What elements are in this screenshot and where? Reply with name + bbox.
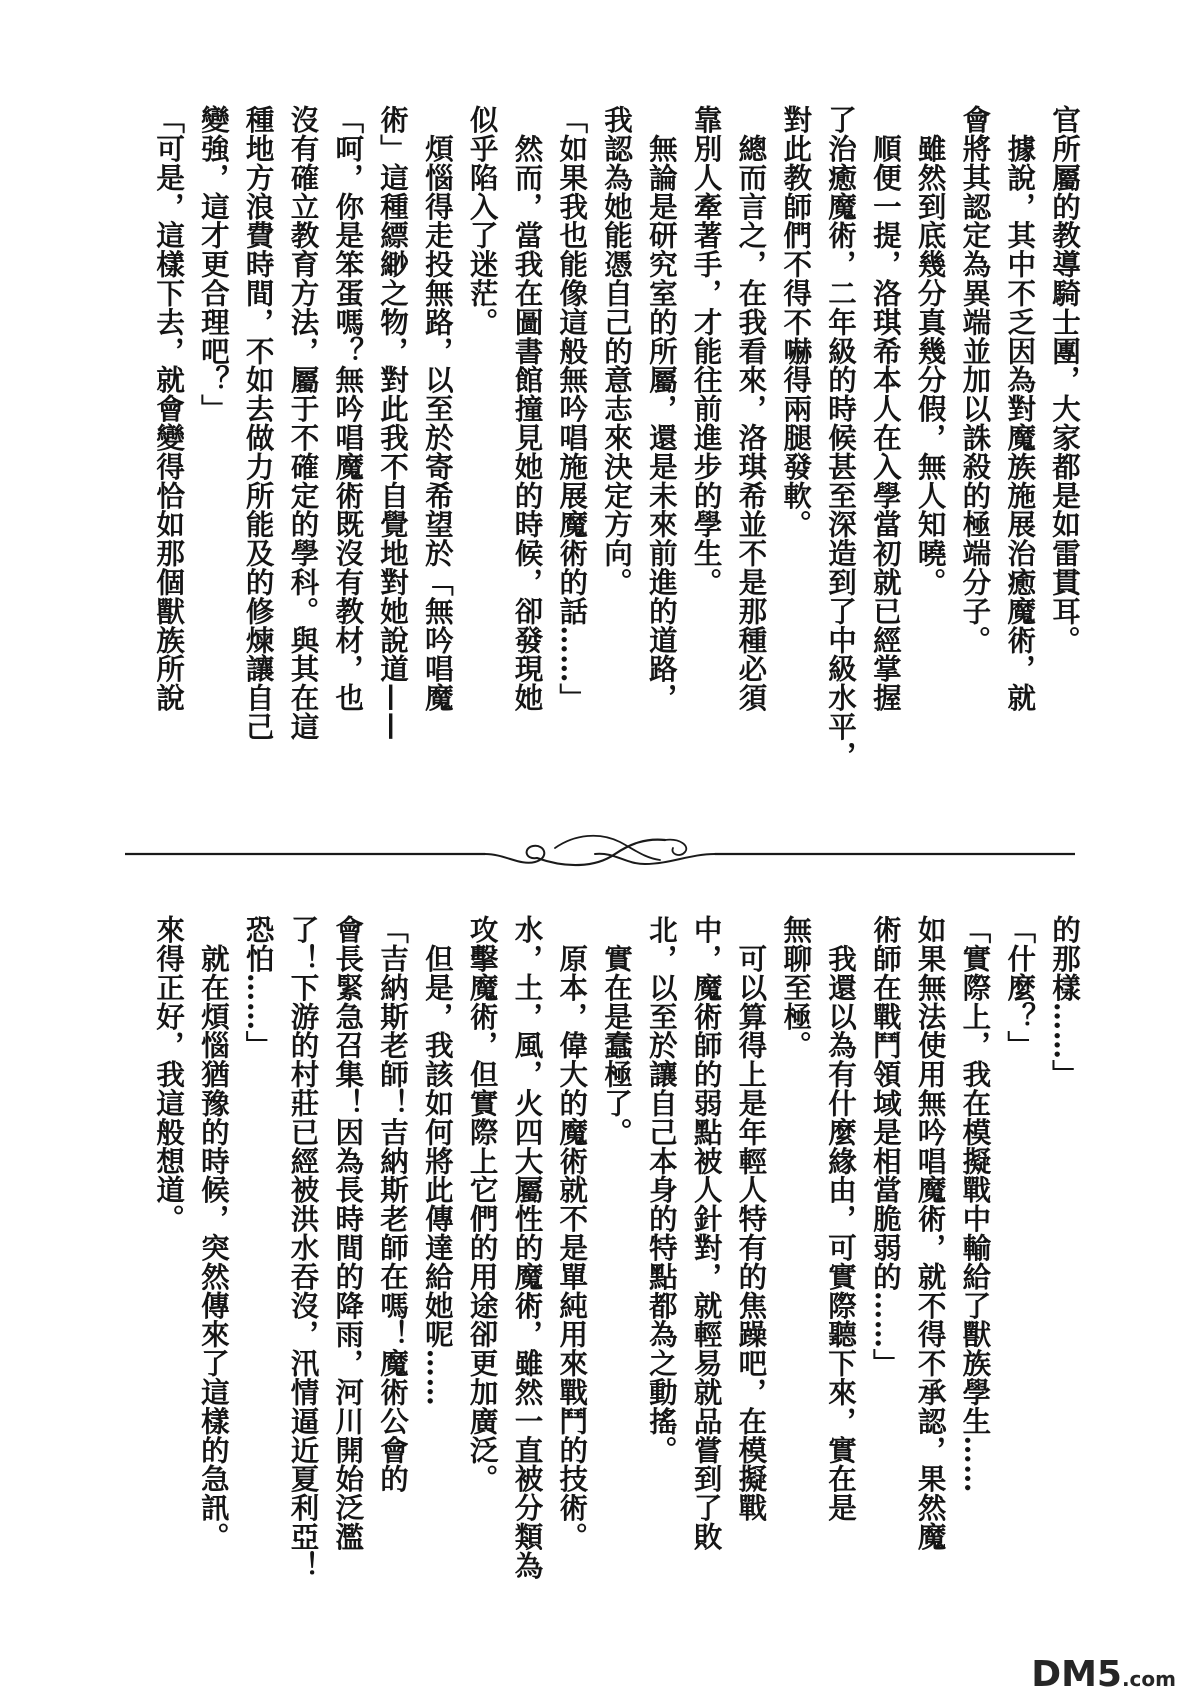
text-line: 如果無法使用無吟唱魔術，就不得不承認，果然魔 bbox=[913, 915, 948, 1551]
text-line: 了治癒魔術，二年級的時候甚至深造到了中級水平， bbox=[824, 105, 859, 770]
text-line: 無聊至極。 bbox=[779, 915, 814, 1060]
text-line: 煩惱得走投無路，以至於寄希望於「無吟唱魔 bbox=[420, 105, 455, 712]
text-line: 沒有確立教育方法，屬于不確定的學科。與其在這 bbox=[286, 105, 321, 741]
bottom-text-block bbox=[87, 915, 1087, 1580]
text-line: 似乎陷入了迷茫。 bbox=[465, 105, 500, 337]
text-line: 北，以至於讓自己本身的特點都為之動搖。 bbox=[644, 915, 679, 1465]
text-line: 了！下游的村莊已經被洪水吞沒，汛情逼近夏利亞！ bbox=[286, 915, 321, 1580]
text-line: 「實際上，我在模擬戰中輸給了獸族學生…… bbox=[958, 915, 993, 1493]
text-line: 就在煩惱猶豫的時候，突然傳來了這樣的急訊。 bbox=[196, 915, 231, 1551]
text-line: 「吉納斯老師！吉納斯老師在嗎！魔術公會的 bbox=[376, 915, 411, 1493]
text-line: 然而，當我在圖書館撞見她的時候，卻發現她 bbox=[510, 105, 545, 712]
top-text-block bbox=[87, 105, 1087, 815]
text-line: 術」這種縹緲之物，對此我不自覺地對她說道—— bbox=[376, 105, 411, 741]
text-line: 但是，我該如何將此傳達給她呢…… bbox=[420, 915, 455, 1407]
text-line: 「如果我也能像這般無吟唱施展魔術的話……」 bbox=[555, 105, 590, 712]
text-line: 原本，偉大的魔術就不是單純用來戰鬥的技術。 bbox=[555, 915, 590, 1551]
text-line: 來得正好，我這般想道。 bbox=[152, 915, 187, 1233]
text-line: 「呵，你是笨蛋嗎？無吟唱魔術既沒有教材，也 bbox=[331, 105, 366, 712]
text-line: 恐怕……」 bbox=[241, 915, 276, 1060]
text-line: 會將其認定為異端並加以誅殺的極端分子。 bbox=[958, 105, 993, 655]
text-line: 官所屬的教導騎士團，大家都是如雷貫耳。 bbox=[1048, 105, 1082, 655]
text-line: 靠別人牽著手，才能往前進步的學生。 bbox=[689, 105, 724, 597]
text-line: 雖然到底幾分真幾分假，無人知曉。 bbox=[913, 105, 948, 597]
text-line: 據說，其中不乏因為對魔族施展治癒魔術，就 bbox=[1003, 105, 1038, 712]
text-line: 我認為她能憑自己的意志來決定方向。 bbox=[600, 105, 635, 597]
text-line: 中，魔術師的弱點被人針對，就輕易就品嘗到了敗 bbox=[689, 915, 724, 1551]
text-line: 順便一提，洛琪希本人在入學當初就已經掌握 bbox=[868, 105, 903, 712]
dm5-watermark-logo bbox=[1031, 1654, 1176, 1695]
ornament-divider bbox=[125, 824, 1075, 884]
text-line: 攻擊魔術，但實際上它們的用途卻更加廣泛。 bbox=[465, 915, 500, 1493]
text-line: 無論是研究室的所屬，還是未來前進的道路， bbox=[644, 105, 679, 712]
text-line: 種地方浪費時間，不如去做力所能及的修煉讓自己 bbox=[241, 105, 276, 741]
text-line: 總而言之，在我看來，洛琪希並不是那種必須 bbox=[734, 105, 769, 712]
text-line: 的那樣……」 bbox=[1048, 915, 1082, 1089]
watermark-suffix: .com bbox=[1121, 1667, 1176, 1691]
text-line: 術師在戰鬥領域是相當脆弱的……」 bbox=[868, 915, 903, 1378]
text-line: 會長緊急召集！因為長時間的降雨，河川開始泛濫 bbox=[331, 915, 366, 1551]
watermark-brand: DM5 bbox=[1031, 1654, 1122, 1695]
text-line: 對此教師們不得不嚇得兩腿發軟。 bbox=[779, 105, 814, 539]
text-line: 「什麼？」 bbox=[1003, 915, 1038, 1060]
text-line: 實在是蠢極了。 bbox=[600, 915, 635, 1147]
text-line: 我還以為有什麼緣由，可實際聽下來，實在是 bbox=[824, 915, 859, 1522]
text-line: 「可是，這樣下去，就會變得恰如那個獸族所說 bbox=[152, 105, 187, 712]
text-line: 水，土，風，火四大屬性的魔術，雖然一直被分類為 bbox=[510, 915, 545, 1580]
text-line: 變強，這才更合理吧？」 bbox=[196, 105, 231, 423]
text-line: 可以算得上是年輕人特有的焦躁吧，在模擬戰 bbox=[734, 915, 769, 1522]
